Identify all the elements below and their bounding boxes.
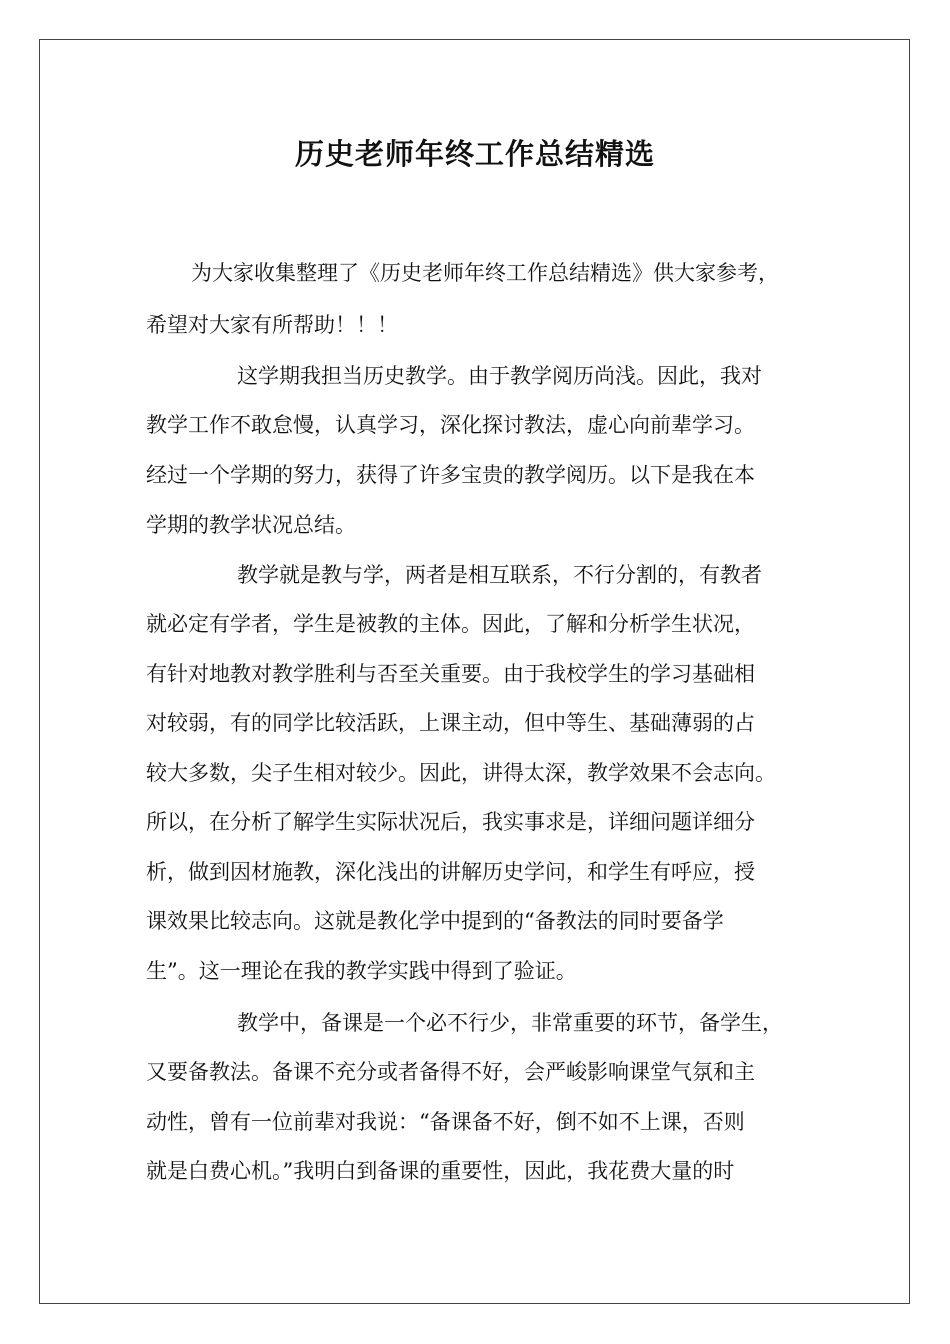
body-line: 为大家收集整理了《历史老师年终工作总结精选》供大家参考，: [191, 261, 779, 285]
body-line: 希望对大家有所帮助！！！: [146, 313, 398, 337]
body-line: 就必定有学者，学生是被教的主体。因此，了解和分析学生状况，: [146, 612, 755, 636]
body-line: 这学期我担当历史教学。由于教学阅历尚浅。因此，我对: [237, 364, 762, 388]
body-line: 对较弱，有的同学比较活跃，上课主动，但中等生、基础薄弱的占: [146, 711, 755, 735]
body-line: 动性，曾有一位前辈对我说：“备课备不好，倒不如不上课，否则: [146, 1110, 745, 1134]
body-line: 就是白费心机。”我明白到备课的重要性，因此，我花费大量的时: [146, 1159, 735, 1183]
body-line: 教学工作不敢怠慢，认真学习，深化探讨教法，虚心向前辈学习。: [146, 413, 755, 437]
body-line: 析，做到因材施教，深化浅出的讲解历史学问，和学生有呼应，授: [146, 860, 755, 884]
body-line: 学期的教学状况总结。: [146, 513, 356, 537]
body-line: 课效果比较志向。这就是教化学中提到的“备教法的同时要备学: [146, 909, 724, 933]
document-title: 历史老师年终工作总结精选: [294, 137, 655, 171]
body-line: 较大多数，尖子生相对较少。因此，讲得太深，教学效果不会志向。: [146, 761, 776, 785]
body-line: 教学中，备课是一个必不行少，非常重要的环节，备学生，: [237, 1011, 783, 1035]
body-line: 所以，在分析了解学生实际状况后，我实事求是，详细问题详细分: [146, 810, 755, 834]
body-line: 经过一个学期的努力，获得了许多宝贵的教学阅历。以下是我在本: [146, 463, 755, 487]
body-line: 生”。这一理论在我的教学实践中得到了验证。: [146, 959, 577, 983]
body-line: 教学就是教与学，两者是相互联系，不行分割的，有教者: [237, 563, 762, 587]
body-line: 有针对地教对教学胜利与否至关重要。由于我校学生的学习基础相: [146, 662, 755, 686]
body-line: 又要备教法。备课不充分或者备得不好，会严峻影响课堂气氛和主: [146, 1060, 755, 1084]
